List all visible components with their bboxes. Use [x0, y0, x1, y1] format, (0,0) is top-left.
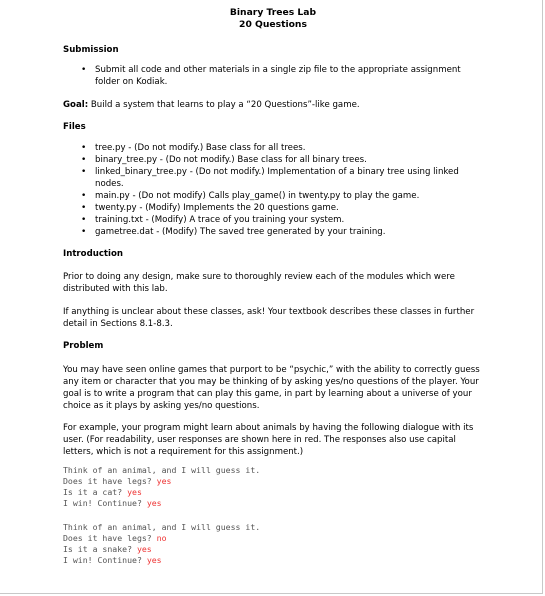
- dialogue-answer: yes: [146, 555, 162, 565]
- dialogue-line: [63, 487, 483, 498]
- document-title: Binary Trees Lab: [229, 7, 317, 18]
- dialogue-prompt: Is it a cat?: [63, 487, 128, 497]
- problem-paragraph: For example, your program might learn about animals by having the following dialogue with its user. (For readability, user responses are shown here in red. The responses also use capital letters, which is not a requirement for this assignment.): [63, 423, 474, 457]
- dialogue-answer: yes: [156, 476, 172, 486]
- goal-paragraph: [63, 99, 483, 111]
- dialogue-prompt: I win! Continue?: [63, 498, 147, 508]
- submission-list: [63, 64, 483, 88]
- dialogue-line: [63, 476, 483, 487]
- dialogue-answer: yes: [146, 498, 162, 508]
- dialogue-prompt: Think of an animal, and I will guess it.: [63, 522, 261, 532]
- file-item-tree: • tree.py - (Do not modify.) Base class for all trees.: [63, 142, 483, 154]
- dialogue-prompt: Think of an animal, and I will guess it.: [63, 465, 261, 475]
- file-item-training: • training.txt - (Modify) A trace of you training your system.: [63, 214, 483, 226]
- dialogue-answer: no: [156, 533, 167, 543]
- file-item-twenty: • twenty.py - (Modify) Implements the 20 questions game.: [63, 202, 483, 214]
- goal-text: Build a system that learns to play a “20 Questions”-like game.: [88, 100, 360, 110]
- dialogue-answer: yes: [136, 544, 152, 554]
- files-list: [63, 142, 483, 238]
- dialogue-line: [63, 522, 483, 533]
- dialogue-line: [63, 465, 483, 476]
- file-item-binary-tree: • binary_tree.py - (Do not modify.) Base class for all binary trees.: [63, 154, 483, 166]
- problem-heading: Problem: [63, 341, 104, 351]
- dialogue-prompt: Does it have legs?: [63, 533, 157, 543]
- dialogue-prompt: Is it a snake?: [63, 544, 137, 554]
- file-item-main: • main.py - (Do not modify) Calls play_game() in twenty.py to play the game.: [63, 190, 483, 202]
- introduction-heading: Introduction: [63, 249, 124, 259]
- file-item-linked-binary-tree: • linked_binary_tree.py - (Do not modify.) Implementation of a binary tree using linked nodes.: [63, 166, 483, 190]
- dialogue-line: [63, 533, 483, 544]
- submission-item: • Submit all code and other materials in a single zip file to the appropriate assignment folder on Kodiak.: [63, 64, 483, 88]
- submission-heading: Submission: [63, 45, 119, 55]
- dialogue-example-1: [63, 465, 483, 509]
- goal-label: Goal:: [63, 100, 89, 110]
- introduction-paragraph: If anything is unclear about these classes, ask! Your textbook describes these classes in further detail in Sections 8.1-8.3.: [63, 307, 475, 329]
- dialogue-line: [63, 555, 483, 566]
- file-item-gametree: • gametree.dat - (Modify) The saved tree generated by your training.: [63, 226, 483, 238]
- dialogue-prompt: Does it have legs?: [63, 476, 157, 486]
- files-heading: Files: [63, 122, 86, 132]
- dialogue-prompt: I win! Continue?: [63, 555, 147, 565]
- problem-paragraph: You may have seen online games that purport to be “psychic,” with the ability to correctly guess any item or character that you may be thinking of by asking yes/no questions of the player. Your goal is to write a program that can play this game, in part by learning about a universe of your choice as it plays by asking yes/no questions.: [63, 365, 480, 411]
- dialogue-line: [63, 498, 483, 509]
- introduction-paragraph: Prior to doing any design, make sure to thoroughly review each of the modules which were distributed with this lab.: [63, 272, 455, 294]
- dialogue-answer: yes: [127, 487, 142, 497]
- document-content: [63, 7, 483, 566]
- dialogue-example-2: [63, 522, 483, 566]
- dialogue-line: [63, 544, 483, 555]
- document-subtitle: 20 Questions: [239, 18, 307, 30]
